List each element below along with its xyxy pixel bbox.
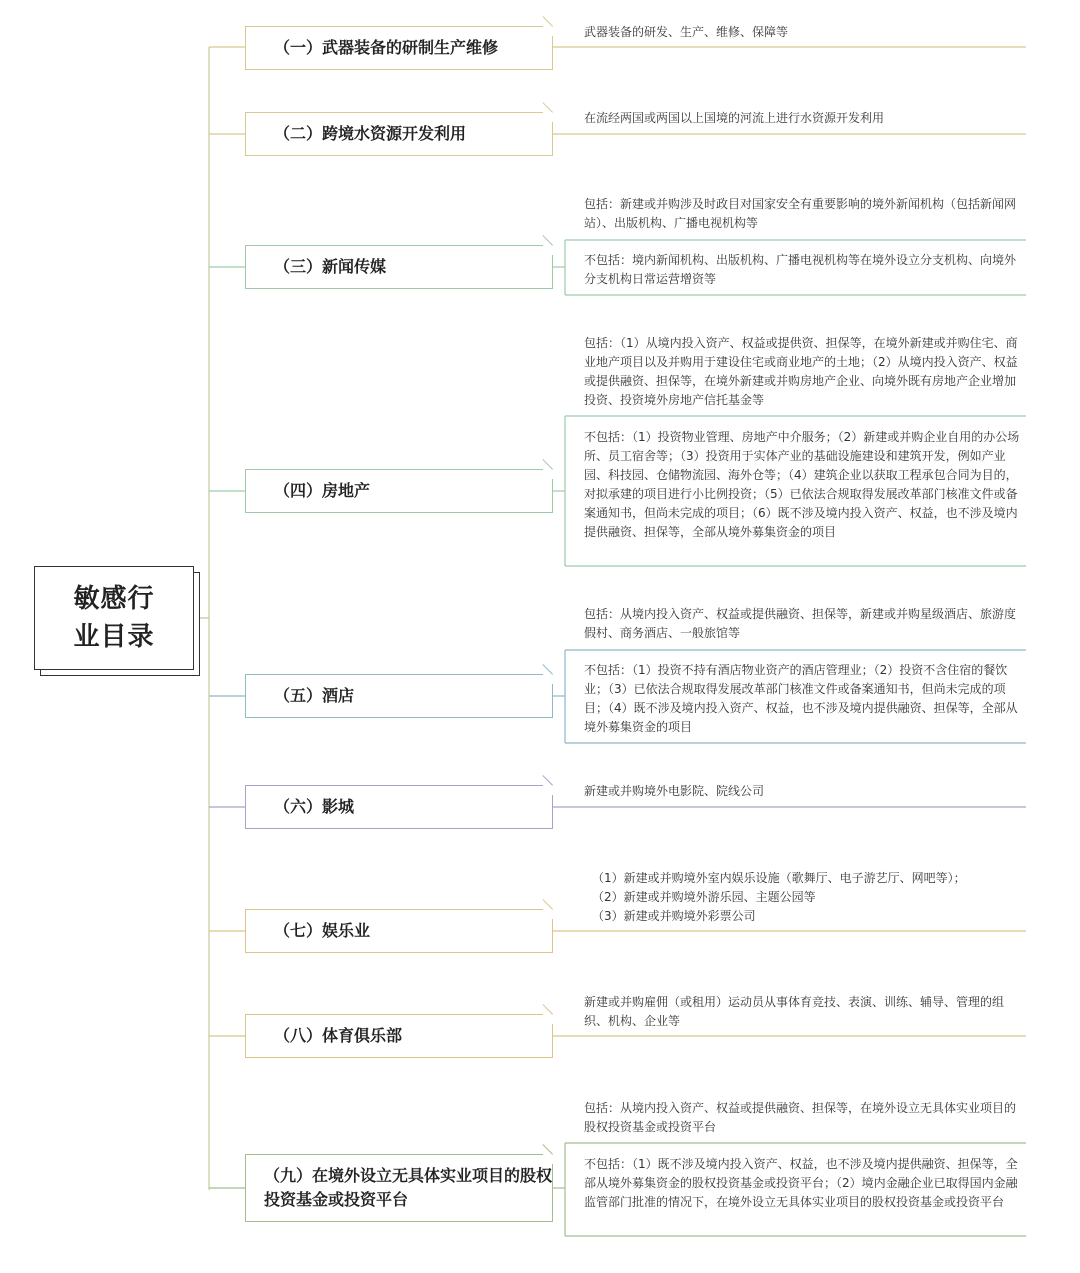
- fold-corner: [543, 245, 553, 255]
- note-equity-fund-exclude: 不包括：（1）既不涉及境内投入资产、权益，也不涉及境内提供融资、担保等，全部从境外募集资金的股权投资基金或投资平台；（2）境内金融企业已取得国内金融监管部门批准的情况下，在境外设立无具体实业项目的股权投资基金或投资平台: [584, 1157, 1018, 1209]
- note-water-desc: 在流经两国或两国以上国境的河流上进行水资源开发利用: [584, 111, 885, 125]
- fold-corner: [543, 785, 553, 795]
- note-media-include: 包括：新建或并购涉及时政目对国家安全有重要影响的境外新闻机构（包括新闻网站）、出版机构、广播电视机构等: [584, 197, 1017, 230]
- note-sports-club-desc: 新建或并购雇佣（或租用）运动员从事体育竞技、表演、训练、辅导、管理的组织、机构、企业等: [584, 995, 1005, 1028]
- category-label: （三）新闻传媒: [274, 257, 387, 276]
- category-label: （九）在境外设立无具体实业项目的股权投资基金或投资平台: [264, 1166, 553, 1209]
- note-cinema-desc: 新建或并购境外电影院、院线公司: [584, 784, 765, 798]
- category-label: （七）娱乐业: [274, 921, 371, 940]
- category-node-cinema[interactable]: [245, 785, 553, 829]
- fold-corner: [543, 674, 553, 684]
- category-node-sports-club[interactable]: [245, 1014, 553, 1058]
- category-label: （四）房地产: [274, 481, 371, 500]
- category-node-entertainment[interactable]: [245, 909, 553, 953]
- category-node-real-estate[interactable]: [245, 469, 553, 513]
- root-node[interactable]: [34, 566, 194, 670]
- category-node-water[interactable]: [245, 112, 553, 156]
- category-node-equity-fund[interactable]: [245, 1154, 553, 1222]
- category-label: （六）影城: [274, 797, 355, 816]
- note-real-estate-exclude: 不包括：（1）投资物业管理、房地产中介服务；（2）新建或并购企业自用的办公场所、员工宿舍等；（3）投资用于实体产业的基础设施建设和建筑开发，例如产业园、科技园、仓储物流园、海外仓等；（4）建筑企业以获取工程承包合同为目的，对拟承建的项目进行小比例投资；（5）已依法合规取得发展改革部门核准文件或备案通知书，但尚未完成的项目；（6）既不涉及境内投入资产、权益，也不涉及境内提供融资、担保等，全部从境外募集资金的项目: [584, 430, 1020, 539]
- fold-corner: [543, 112, 553, 122]
- fold-corner: [543, 26, 553, 36]
- fold-corner: [543, 1014, 553, 1024]
- category-label: （二）跨境水资源开发利用: [274, 124, 467, 143]
- category-label: （一）武器装备的研制生产维修: [274, 38, 499, 57]
- note-equity-fund-include: 包括：从境内投入资产、权益或提供融资、担保等，在境外设立无具体实业项目的股权投资基金或投资平台: [584, 1101, 1017, 1134]
- category-node-weapons[interactable]: [245, 26, 553, 70]
- note-entertainment-desc: （1）新建或并购境外室内娱乐设施（歌舞厅、电子游艺厅、网吧等）； （2）新建或并购境外游乐园、主题公园等 （3）新建或并购境外彩票公司: [592, 871, 966, 923]
- note-real-estate-include: 包括：（1）从境内投入资产、权益或提供资、担保等，在境外新建或并购住宅、商业地产项目以及并购用于建设住宅或商业地产的土地；（2）从境内投入资产、权益或提供融资、担保等，在境外新建或并购房地产企业、向境外既有房地产企业增加投资、投资境外房地产信托基金等: [584, 336, 1018, 407]
- fold-corner: [543, 909, 553, 919]
- category-label: （五）酒店: [274, 686, 355, 705]
- note-media-exclude: 不包括：境内新闻机构、出版机构、广播电视机构等在境外设立分支机构、向境外分支机构日常运营增资等: [584, 253, 1017, 286]
- category-label: （八）体育俱乐部: [274, 1026, 403, 1045]
- note-weapons-desc: 武器装备的研发、生产、维修、保障等: [584, 25, 789, 39]
- note-hotel-exclude: 不包括：（1）投资不持有酒店物业资产的酒店管理业；（2）投资不含住宿的餐饮业；（3）已依法合规取得发展改革部门核准文件或备案通知书，但尚未完成的项目；（4）既不涉及境内投入资产、权益，也不涉及境内提供融资、担保等，全部从境外募集资金的项目: [584, 663, 1018, 734]
- category-node-media[interactable]: [245, 245, 553, 289]
- fold-corner: [543, 1154, 553, 1164]
- root-node-title: 敏感行业目录: [73, 584, 155, 652]
- note-hotel-include: 包括：从境内投入资产、权益或提供融资、担保等，新建或并购星级酒店、旅游度假村、商务酒店、一般旅馆等: [584, 607, 1017, 640]
- category-node-hotel[interactable]: [245, 674, 553, 718]
- fold-corner: [543, 469, 553, 479]
